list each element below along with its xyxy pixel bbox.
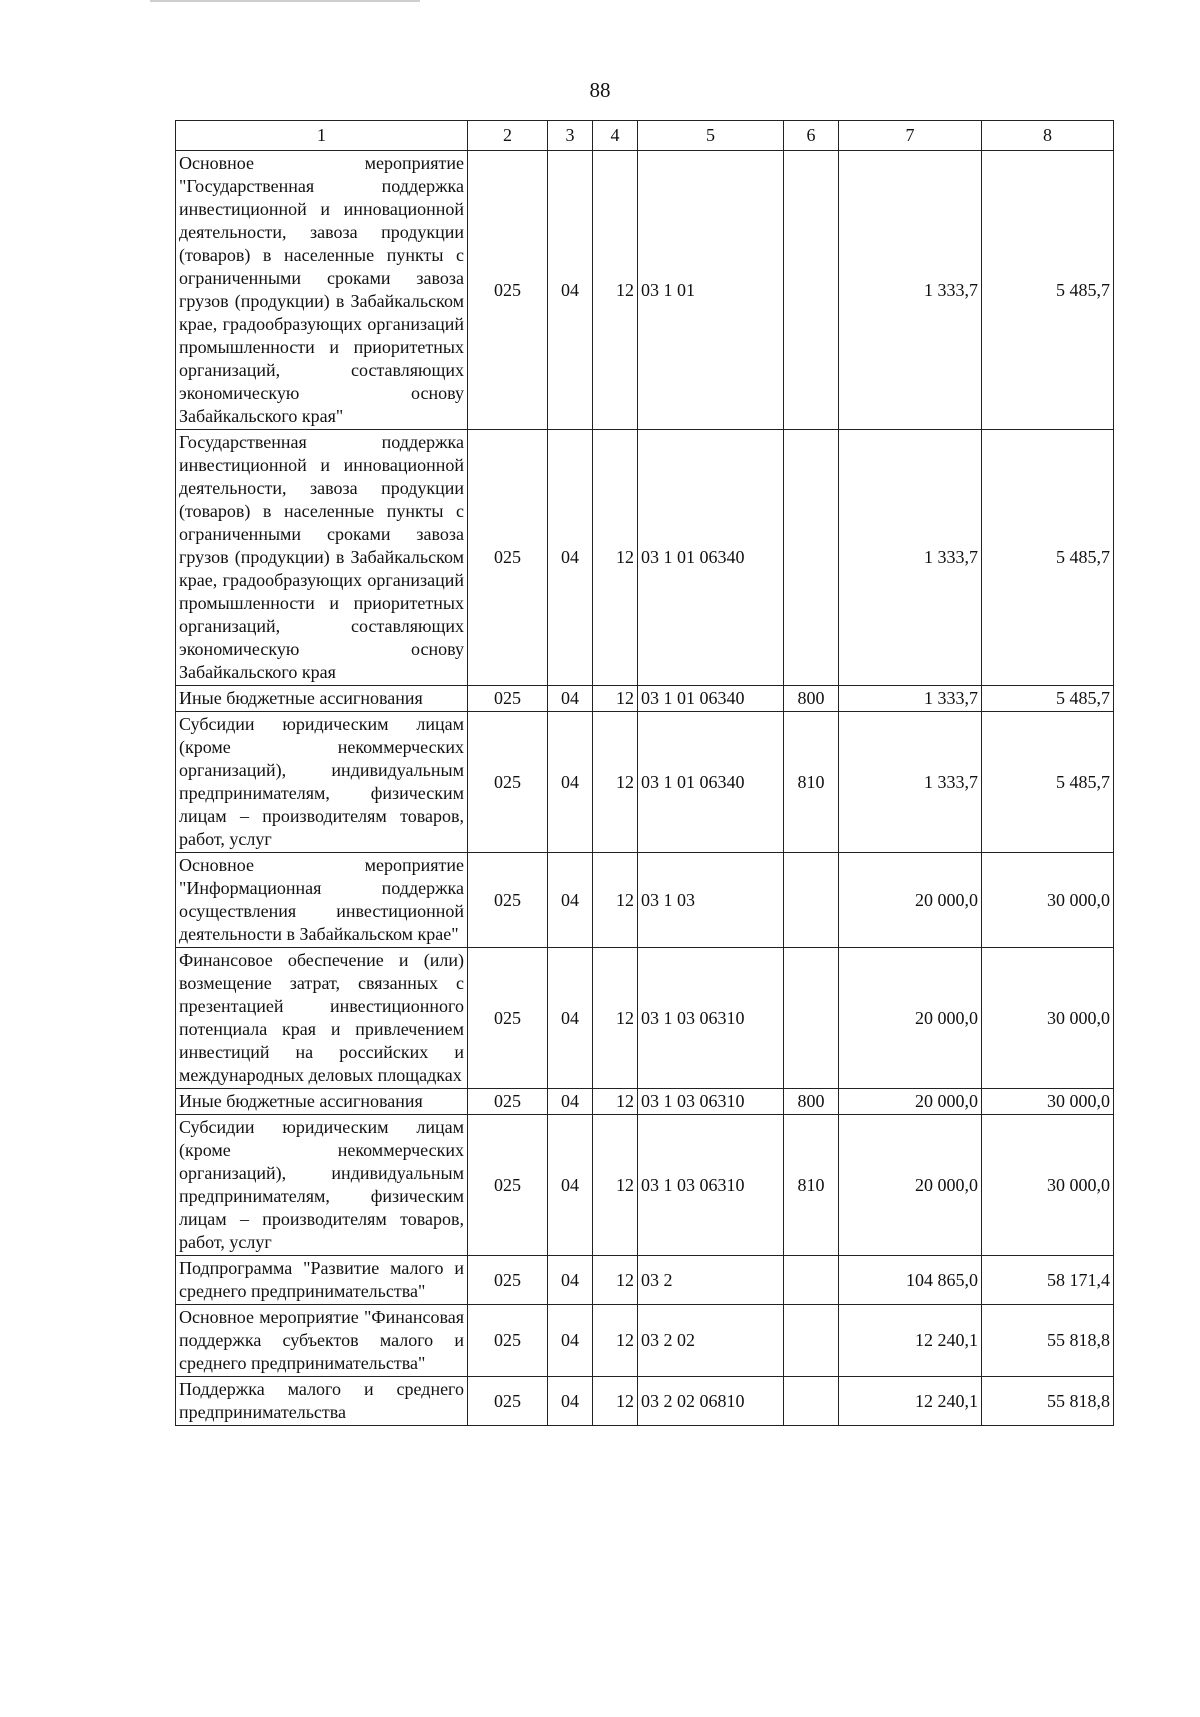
cell-expense-type xyxy=(784,1256,839,1305)
cell-name: Субсидии юридическим лицам (кроме некоммерческих организаций), индивидуальным предпринимателям, физическим лицам – производителям товаров, работ, услуг xyxy=(176,712,468,853)
cell-section: 04 xyxy=(548,151,593,430)
header-col-8: 8 xyxy=(982,121,1114,151)
cell-subsection: 12 xyxy=(593,430,638,686)
budget-table xyxy=(175,120,1114,1426)
cell-amount-year-2: 5 485,7 xyxy=(982,712,1114,853)
cell-subsection: 12 xyxy=(593,1256,638,1305)
cell-amount-year-1: 20 000,0 xyxy=(839,948,982,1089)
cell-subsection: 12 xyxy=(593,151,638,430)
scan-edge-mark xyxy=(150,0,420,2)
cell-ministry-code: 025 xyxy=(468,686,548,712)
cell-ministry-code: 025 xyxy=(468,712,548,853)
cell-subsection: 12 xyxy=(593,712,638,853)
cell-ministry-code: 025 xyxy=(468,948,548,1089)
cell-section: 04 xyxy=(548,1115,593,1256)
cell-amount-year-2: 5 485,7 xyxy=(982,686,1114,712)
cell-target-article: 03 1 01 xyxy=(638,151,784,430)
table-row xyxy=(176,948,1114,1089)
table-row xyxy=(176,151,1114,430)
table-row xyxy=(176,1377,1114,1426)
cell-name: Иные бюджетные ассигнования xyxy=(176,1089,468,1115)
cell-target-article: 03 1 01 06340 xyxy=(638,712,784,853)
header-col-7: 7 xyxy=(839,121,982,151)
cell-amount-year-1: 20 000,0 xyxy=(839,1089,982,1115)
cell-expense-type xyxy=(784,430,839,686)
cell-target-article: 03 1 03 06310 xyxy=(638,1089,784,1115)
cell-target-article: 03 1 03 06310 xyxy=(638,1115,784,1256)
cell-amount-year-1: 1 333,7 xyxy=(839,712,982,853)
cell-subsection: 12 xyxy=(593,853,638,948)
table-row xyxy=(176,712,1114,853)
cell-name: Основное мероприятие "Информационная поддержка осуществления инвестиционной деятельности в Забайкальском крае" xyxy=(176,853,468,948)
cell-name: Подпрограмма "Развитие малого и среднего предпринимательства" xyxy=(176,1256,468,1305)
cell-section: 04 xyxy=(548,1256,593,1305)
cell-name: Основное мероприятие "Финансовая поддержка субъектов малого и среднего предпринимательства" xyxy=(176,1305,468,1377)
cell-amount-year-2: 55 818,8 xyxy=(982,1305,1114,1377)
cell-target-article: 03 1 03 xyxy=(638,853,784,948)
cell-name: Государственная поддержка инвестиционной и инновационной деятельности, завоза продукции (товаров) в населенные пункты с ограниченными сроками завоза грузов (продукции) в Забайкальском крае, градообразующих организаций промышленности и приоритетных организаций, составляющих экономическую основу Забайкальского края xyxy=(176,430,468,686)
header-col-3: 3 xyxy=(548,121,593,151)
cell-expense-type: 810 xyxy=(784,712,839,853)
cell-ministry-code: 025 xyxy=(468,1089,548,1115)
cell-amount-year-2: 5 485,7 xyxy=(982,430,1114,686)
cell-amount-year-1: 20 000,0 xyxy=(839,853,982,948)
table-row xyxy=(176,686,1114,712)
cell-section: 04 xyxy=(548,430,593,686)
cell-expense-type xyxy=(784,151,839,430)
cell-subsection: 12 xyxy=(593,1115,638,1256)
cell-section: 04 xyxy=(548,1305,593,1377)
cell-target-article: 03 1 01 06340 xyxy=(638,430,784,686)
cell-subsection: 12 xyxy=(593,1305,638,1377)
table-row xyxy=(176,1089,1114,1115)
cell-section: 04 xyxy=(548,686,593,712)
table-row xyxy=(176,1256,1114,1305)
cell-amount-year-2: 5 485,7 xyxy=(982,151,1114,430)
header-col-2: 2 xyxy=(468,121,548,151)
table-row xyxy=(176,1305,1114,1377)
cell-section: 04 xyxy=(548,1089,593,1115)
cell-amount-year-1: 20 000,0 xyxy=(839,1115,982,1256)
cell-amount-year-2: 30 000,0 xyxy=(982,853,1114,948)
cell-name: Иные бюджетные ассигнования xyxy=(176,686,468,712)
header-col-4: 4 xyxy=(593,121,638,151)
cell-name: Субсидии юридическим лицам (кроме некоммерческих организаций), индивидуальным предпринимателям, физическим лицам – производителям товаров, работ, услуг xyxy=(176,1115,468,1256)
table-header-row xyxy=(176,121,1114,151)
cell-expense-type: 800 xyxy=(784,686,839,712)
cell-amount-year-2: 55 818,8 xyxy=(982,1377,1114,1426)
cell-name: Основное мероприятие "Государственная поддержка инвестиционной и инновационной деятельности, завоза продукции (товаров) в населенные пункты с ограниченными сроками завоза грузов (продукции) в Забайкальском крае, градообразующих организаций промышленности и приоритетных организаций, составляющих экономическую основу Забайкальского края" xyxy=(176,151,468,430)
cell-amount-year-2: 30 000,0 xyxy=(982,1115,1114,1256)
cell-ministry-code: 025 xyxy=(468,1305,548,1377)
table-row xyxy=(176,1115,1114,1256)
header-col-6: 6 xyxy=(784,121,839,151)
cell-subsection: 12 xyxy=(593,1089,638,1115)
cell-target-article: 03 1 01 06340 xyxy=(638,686,784,712)
cell-amount-year-1: 104 865,0 xyxy=(839,1256,982,1305)
cell-name: Финансовое обеспечение и (или) возмещение затрат, связанных с презентацией инвестиционного потенциала края и привлечением инвестиций на российских и международных деловых площадках xyxy=(176,948,468,1089)
cell-section: 04 xyxy=(548,853,593,948)
cell-ministry-code: 025 xyxy=(468,1377,548,1426)
cell-subsection: 12 xyxy=(593,686,638,712)
cell-expense-type xyxy=(784,948,839,1089)
cell-amount-year-1: 1 333,7 xyxy=(839,686,982,712)
cell-target-article: 03 2 02 06810 xyxy=(638,1377,784,1426)
cell-target-article: 03 1 03 06310 xyxy=(638,948,784,1089)
cell-expense-type xyxy=(784,853,839,948)
cell-subsection: 12 xyxy=(593,1377,638,1426)
cell-target-article: 03 2 02 xyxy=(638,1305,784,1377)
cell-ministry-code: 025 xyxy=(468,151,548,430)
table-row xyxy=(176,430,1114,686)
header-col-1: 1 xyxy=(176,121,468,151)
cell-section: 04 xyxy=(548,712,593,853)
cell-ministry-code: 025 xyxy=(468,1115,548,1256)
cell-amount-year-2: 30 000,0 xyxy=(982,1089,1114,1115)
cell-expense-type: 800 xyxy=(784,1089,839,1115)
table-row xyxy=(176,853,1114,948)
cell-section: 04 xyxy=(548,948,593,1089)
cell-amount-year-2: 30 000,0 xyxy=(982,948,1114,1089)
header-col-5: 5 xyxy=(638,121,784,151)
cell-subsection: 12 xyxy=(593,948,638,1089)
page-number: 88 xyxy=(589,78,611,102)
cell-expense-type: 810 xyxy=(784,1115,839,1256)
cell-target-article: 03 2 xyxy=(638,1256,784,1305)
cell-amount-year-1: 1 333,7 xyxy=(839,151,982,430)
cell-section: 04 xyxy=(548,1377,593,1426)
cell-expense-type xyxy=(784,1305,839,1377)
cell-amount-year-1: 1 333,7 xyxy=(839,430,982,686)
cell-amount-year-1: 12 240,1 xyxy=(839,1305,982,1377)
cell-ministry-code: 025 xyxy=(468,1256,548,1305)
cell-amount-year-2: 58 171,4 xyxy=(982,1256,1114,1305)
cell-ministry-code: 025 xyxy=(468,430,548,686)
cell-amount-year-1: 12 240,1 xyxy=(839,1377,982,1426)
cell-expense-type xyxy=(784,1377,839,1426)
cell-name: Поддержка малого и среднего предпринимательства xyxy=(176,1377,468,1426)
cell-ministry-code: 025 xyxy=(468,853,548,948)
